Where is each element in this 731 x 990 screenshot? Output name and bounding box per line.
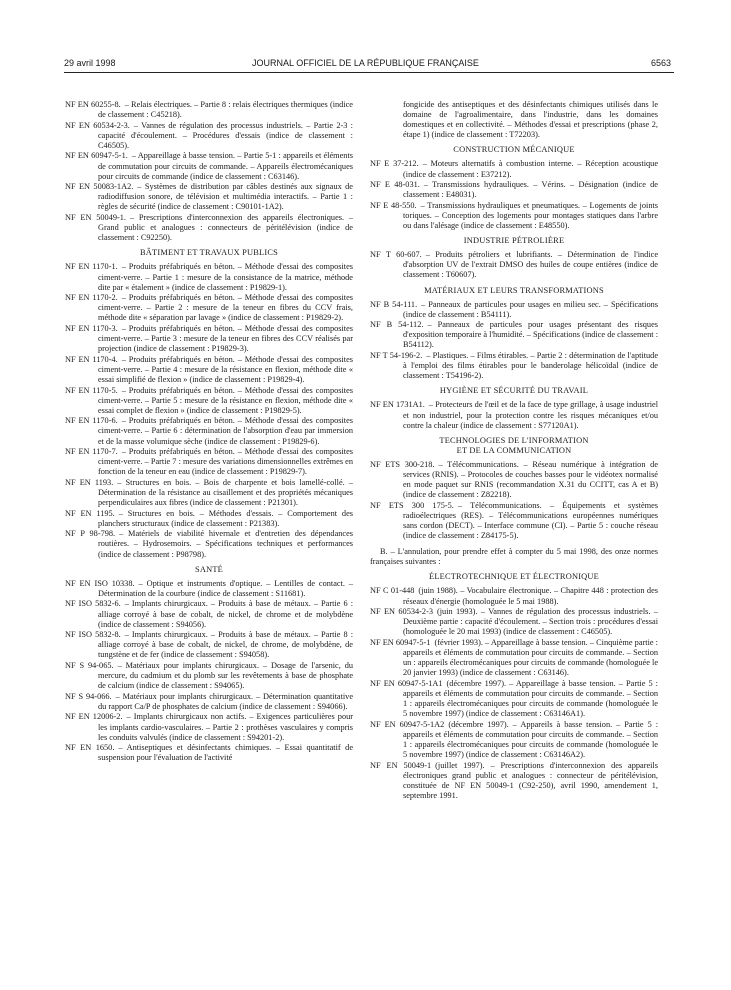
annulation-paragraph: B. – L'annulation, pour prendre effet à compter du 5 mai 1998, des onze normes françaises suivantes : xyxy=(370,547,658,567)
norm-code: NF S 94-065. xyxy=(65,660,114,670)
norm-code: NF ISO 5832-6. xyxy=(65,599,121,609)
norm-entry xyxy=(370,761,658,801)
norm-entry xyxy=(370,351,658,381)
norm-description: – Transmissions hydrauliques. – Vérins. – Désignation (indice de classement : E48031). xyxy=(403,180,658,200)
left-column xyxy=(65,100,353,764)
norm-code: NF EN 1170-4. xyxy=(65,354,118,364)
section-heading-materiaux: MATÉRIAUX ET LEURS TRANSFORMATIONS xyxy=(424,285,604,295)
entries-tic xyxy=(370,460,658,541)
norm-code: NF T 60-607. xyxy=(370,250,422,260)
norm-code: NF P 98-798. xyxy=(65,529,116,539)
norm-description: – Produits pétroliers et lubrifiants. – Détermination de l'indice d'absorption UV de l'extrait DMSO des huiles de coupe entières (indice de classement : T60607). xyxy=(403,250,659,280)
norm-code: NF EN 1170-5. xyxy=(65,385,118,395)
norm-code: NF C 01-448 xyxy=(370,586,415,596)
norm-code: NF EN 1731A1. xyxy=(370,400,425,410)
section-heading-sante: SANTÉ xyxy=(195,564,223,574)
norm-code: NF E 48-031. xyxy=(370,180,420,190)
norm-code: NF EN 1193. xyxy=(65,477,114,487)
norm-entry xyxy=(65,743,353,763)
section-heading-tic-line1: TECHNOLOGIES DE L'INFORMATION xyxy=(439,435,589,445)
norm-description: – Panneaux de particules pour usages présentant des risques d'exposition temporaire à l'humidité. – Spécifications (indice de classement : B54112). xyxy=(403,320,658,350)
norm-entry xyxy=(65,151,353,181)
norm-code: NF EN 1170-1. xyxy=(65,262,118,272)
norm-code: NF EN 50049-1. xyxy=(65,213,126,223)
header-page-number: 6563 xyxy=(650,58,671,68)
section-heading-tic-line2: ET DE LA COMMUNICATION xyxy=(456,445,572,455)
norm-code: NF EN 60534-2-3 xyxy=(370,607,433,617)
norm-description: (juillet 1997). – Prescriptions d'interconnexion des appareils électroniques grand public et analogues : connecteur de péritélévision, constituée de NF EN 50049-1 (C92-250), avril 1990, amendement 1, septembre 1991. xyxy=(403,760,659,800)
norm-description: – Antiseptiques et désinfectants chimiques. – Essai quantitatif de suspension pour l'évaluation de l'activité xyxy=(98,743,353,763)
norm-code: NF EN 60255-8. xyxy=(65,100,121,109)
norm-entry xyxy=(65,478,353,508)
norm-description: (décembre 1997). – Appareils à basse tension. – Partie 5 : appareils et éléments de commutation pour circuits de commande. – Section 1 : appareils électromécaniques pour circuits de commande (homologuée le 5 novembre 1997) (indice de classement : C63146A2). xyxy=(403,719,658,759)
norm-description: – Matériaux pour implants chirurgicaux. – Dosage de l'arsenic, du mercure, du cadmium et du plomb sur les revêtements à base de phosphate de calcium (indice de classement : S94065). xyxy=(98,660,354,691)
norm-description: – Implants chirurgicaux. – Produits à base de métaux. – Partie 6 : alliage corroyé à base de cobalt, de nickel, de chrome et de molybdène (indice de classement : S94056). xyxy=(98,599,353,629)
norm-code: NF EN 50083-1A2. xyxy=(65,182,134,192)
norm-entry xyxy=(65,712,353,742)
norm-code: NF EN 60947-5-1. xyxy=(65,151,128,161)
entries-materiaux xyxy=(370,300,658,382)
entries-construction xyxy=(370,159,658,231)
entries-petroliere xyxy=(370,250,658,280)
norm-description: – Produits préfabriqués en béton. – Méthode d'essai des composites ciment-verre. – Partie 1 : mesure de la consistance de la matrice, méthode dite par « étalement » (indice de classement : P19829-1). xyxy=(98,262,353,292)
section-heading-construction: CONSTRUCTION MÉCANIQUE xyxy=(453,145,575,155)
norm-code: NF EN 1650. xyxy=(65,743,115,753)
section-heading-electro: ÉLECTROTECHNIQUE ET ÉLECTRONIQUE xyxy=(429,572,599,582)
norm-description: – Panneaux de particules pour usages en milieu sec. – Spécifications (indice de classement : B54111). xyxy=(403,299,658,319)
norm-code: NF B 54-112. xyxy=(370,320,424,330)
norm-entry xyxy=(65,630,353,660)
norm-code: NF EN 12006-2. xyxy=(65,712,123,722)
norm-entry xyxy=(65,213,353,243)
norm-code: NF ISO 5832-8. xyxy=(65,630,121,640)
norm-entry xyxy=(65,121,353,151)
norm-description: – Systèmes de distribution par câbles destinés aux signaux de radiodiffusion sonore, de télévision et multimédia interactifs. – Partie 1 : règles de sécurité (indice de classement : C90101-1A2). xyxy=(98,182,353,212)
entries-electro-annulees xyxy=(370,586,658,800)
norm-description: – Structures en bois. – Bois de charpente et bois lamellé-collé. – Détermination de la résistance au cisaillement et des propriétés mécaniques perpendiculaires aux fibres (indice de classement : P21301). xyxy=(98,477,353,508)
norm-description: (juin 1993). – Vannes de régulation des processus industriels. – Deuxième partie : capacité d'écoulement. – Section trois : procédures d'essai (homologuée le 20 mai 1993) (indice de classement : C46505). xyxy=(403,607,658,637)
norm-entry xyxy=(370,460,658,500)
norm-entry xyxy=(370,320,658,350)
page-header xyxy=(0,58,731,70)
norm-code: NF EN 1195. xyxy=(65,508,115,518)
norm-code: NF ETS 300-218. xyxy=(370,459,435,469)
norm-code: NF ETS 300 175-5. xyxy=(370,500,454,510)
norm-entry xyxy=(370,586,658,606)
norm-code: NF E 48-550. xyxy=(370,200,417,210)
norm-code: NF EN 1170-6. xyxy=(65,416,118,426)
norm-entry xyxy=(370,180,658,200)
norm-entry xyxy=(65,529,353,559)
norm-description: (décembre 1997). – Appareillage à basse tension. – Partie 5 : appareils et éléments de commutation pour circuits de commande. – Section 1 : appareils électromécaniques pour circuits de commande (homologuée le 5 novembre 1997) (indice de classement : C63146A1). xyxy=(403,678,658,719)
norm-entry xyxy=(65,447,353,477)
header-rule xyxy=(64,72,674,73)
norm-entry xyxy=(65,324,353,354)
norm-description: – Produits préfabriqués en béton. – Méthode d'essai des composites ciment-verre. – Partie 3 : mesure de la teneur en fibres des CCV réalisés par projection (indice de classement : P19829-3). xyxy=(98,323,353,354)
norm-description: – Protecteurs de l'œil et de la face de type grillage, à usage industriel et non industriel, pour la protection contre les risques mécaniques et/ou contre la chaleur (indice de classement : S77120A1). xyxy=(403,400,658,430)
norm-description: (février 1993). – Appareillage à basse tension. – Cinquième partie : appareils et éléments de commutation pour circuits de commande. – Section un : appareils électromécaniques pour circuits de commande (homologuée le 20 janvier 1993) (indice de classement : C63146). xyxy=(403,637,658,678)
norm-entry xyxy=(65,509,353,529)
norm-code: NF EN 50049-1 xyxy=(370,760,432,770)
norm-code: NF EN 60947-5-1A2 xyxy=(370,719,445,729)
norm-description: – Prescriptions d'interconnexion des appareils électroniques. – Grand public et analogues : connecteurs de péritélévision (indice de classement : C92250). xyxy=(98,213,353,243)
norm-description: – Structures en bois. – Méthodes d'essais. – Comportement des planchers structuraux (indice de classement : P21383). xyxy=(98,508,353,528)
norm-entry xyxy=(65,100,353,120)
norm-code: NF EN 60947-5-1 xyxy=(370,637,431,647)
right-column xyxy=(370,100,658,801)
norm-code: NF EN 60947-5-1A1 xyxy=(370,678,443,688)
norm-entry xyxy=(370,720,658,760)
norm-code: NF EN 1170-3. xyxy=(65,323,118,333)
norm-description: (juin 1988). – Vocabulaire électronique. – Chapitre 448 : protection des réseaux d'énergie (homologuée le 5 mai 1988). xyxy=(403,586,658,606)
norm-entry xyxy=(65,416,353,446)
norm-description: – Produits préfabriqués en béton. – Méthode d'essai des composites ciment-verre. – Partie 6 : détermination de l'absorption d'eau par immersion et de la masse volumique sèche (indice de classement : P19829-6). xyxy=(98,416,353,446)
norm-entry xyxy=(370,638,658,678)
norm-entry xyxy=(370,250,658,280)
continuation-text: fongicide des antiseptiques et des désinfectants chimiques utilisés dans le domaine de l'agroalimentaire, dans l'industrie, dans les domaines domestiques et en collectivité. – Méthodes d'essai et prescriptions (phase 2, étape 1) (indice de classement : T72203). xyxy=(403,100,658,140)
norm-code: NF S 94-066. xyxy=(65,691,112,701)
norm-entry xyxy=(370,400,658,430)
norm-code: NF EN 60534-2-3. xyxy=(65,120,130,130)
norm-description: – Appareillage à basse tension. – Partie 5-1 : appareils et éléments de commutation pour circuits de commande. – Appareils électromécaniques pour circuits de commande (indice de classement : C63146). xyxy=(98,151,353,181)
norm-code: NF EN 1170-7. xyxy=(65,447,118,457)
norm-entry xyxy=(370,159,658,179)
section-heading-petroliere: INDUSTRIE PÉTROLIÈRE xyxy=(463,236,565,246)
section-heading-hygiene: HYGIÈNE ET SÉCURITÉ DU TRAVAIL xyxy=(439,386,589,396)
norm-entry xyxy=(65,661,353,691)
norm-description: – Implants chirurgicaux. – Produits à base de métaux. – Partie 8 : alliage corroyé à base de cobalt, de nickel, de chrome, de molybdène, de tungstène et de fer (indice de classement : S94058). xyxy=(98,630,353,660)
norm-description: – Implants chirurgicaux non actifs. – Exigences particulières pour les implants cardio-vasculaires. – Partie 2 : prothèses vasculaires y compris les conduits valvulés (indice de classement : S94201-2). xyxy=(98,712,354,742)
norm-entry xyxy=(65,579,353,599)
norm-description: – Produits préfabriqués en béton. – Méthode d'essai des composites ciment-verre. – Partie 5 : mesure de la résistance en flexion, méthode dite « essai complet de flexion » (indice de classement : P19829-5). xyxy=(98,385,353,415)
norm-code: NF B 54-111. xyxy=(370,299,418,309)
entries-sante xyxy=(65,579,353,764)
norm-description: – Vannes de régulation des processus industriels. – Partie 2-3 : capacité d'écoulement. – Procédures d'essais (indice de classement : C46505). xyxy=(98,120,353,150)
norm-entry xyxy=(65,262,353,292)
norm-description: – Optique et instruments d'optique. – Lentilles de contact. – Détermination de la courbure (indice de classement : S11681). xyxy=(98,578,353,598)
norm-description: – Matériaux pour implants chirurgicaux. – Détermination quantitative du rapport Ca/P de phosphates de calcium (indice de classement : S94066). xyxy=(98,691,354,711)
norm-description: – Relais électriques. – Partie 8 : relais électriques thermiques (indice de classement : C45218). xyxy=(98,100,353,120)
header-date: 29 avril 1998 xyxy=(64,58,116,68)
norm-description: – Télécommunications. – Équipements et systèmes radioélectriques (RES). – Télécommunications européennes numériques sans cordon (DECT). – Interface commune (CI). – Partie 5 : couche réseau (indice de classement : Z84175-5). xyxy=(403,500,658,541)
section-heading-tic xyxy=(370,436,658,456)
norm-entry xyxy=(370,679,658,719)
norm-entry xyxy=(65,293,353,323)
norm-description: – Produits préfabriqués en béton. – Méthode d'essai des composites ciment-verre. – Partie 7 : mesure des variations dimensionnelles extrêmes en fonction de la teneur en eau (indice de classement : P19829-7). xyxy=(98,447,353,477)
norm-entry xyxy=(370,501,658,541)
norm-description: – Plastiques. – Films étirables. – Partie 2 : détermination de l'aptitude à l'emploi des films étirables pour le banderolage hélicoïdal (indice de classement : T54196-2). xyxy=(403,351,659,381)
section-heading-batiment: BÂTIMENT ET TRAVAUX PUBLICS xyxy=(140,248,278,258)
norm-entry xyxy=(65,355,353,385)
norm-entry xyxy=(370,607,658,637)
norm-entry xyxy=(370,201,658,231)
norm-code: NF T 54-196-2. xyxy=(370,351,423,361)
entries-hygiene xyxy=(370,400,658,430)
entries-batiment xyxy=(65,262,353,559)
entries-electrotechnique xyxy=(65,100,353,243)
norm-description: – Produits préfabriqués en béton. – Méthode d'essai des composites ciment-verre. – Partie 4 : mesure de la résistance en flexion, méthode dite « essai simplifié de flexion » (indice de classement : P19829-4). xyxy=(98,354,353,384)
norm-description: – Moteurs alternatifs à combustion interne. – Réception acoustique (indice de classement : E37212). xyxy=(403,159,658,179)
norm-description: – Télécommunications. – Réseau numérique à intégration de services (RNIS). – Protocoles de couches basses pour le vidéotex normalisé en mode paquet sur RNIS (recommandation X.31 du CCITT, cas A et B) (indice de classement : Z82218). xyxy=(403,459,658,500)
norm-description: – Transmissions hydrauliques et pneumatiques. – Logements de joints toriques. – Conception des logements pour montages statiques dans l'arbre ou dans l'alésage (indice de classement : E48550). xyxy=(403,200,659,231)
norm-code: NF E 37-212. xyxy=(370,159,419,169)
norm-description: – Matériels de viabilité hivernale et d'entretien des dépendances routières. – Hydrosemoirs. – Spécifications techniques et performances (indice de classement : P98798). xyxy=(98,529,354,559)
norm-entry xyxy=(65,692,353,712)
norm-entry xyxy=(65,182,353,212)
norm-entry xyxy=(370,300,658,320)
norm-code: NF EN 1170-2. xyxy=(65,293,118,303)
norm-description: – Produits préfabriqués en béton. – Méthode d'essai des composites ciment-verre. – Partie 2 : mesure de la teneur en fibres du CCV frais, méthode dite « séparation par lavage » (indice de classement : P19829-2). xyxy=(98,293,353,323)
norm-entry xyxy=(65,386,353,416)
norm-entry xyxy=(65,599,353,629)
header-title: JOURNAL OFFICIEL DE LA RÉPUBLIQUE FRANÇAISE xyxy=(252,58,479,68)
norm-code: NF EN ISO 10338. xyxy=(65,578,135,588)
